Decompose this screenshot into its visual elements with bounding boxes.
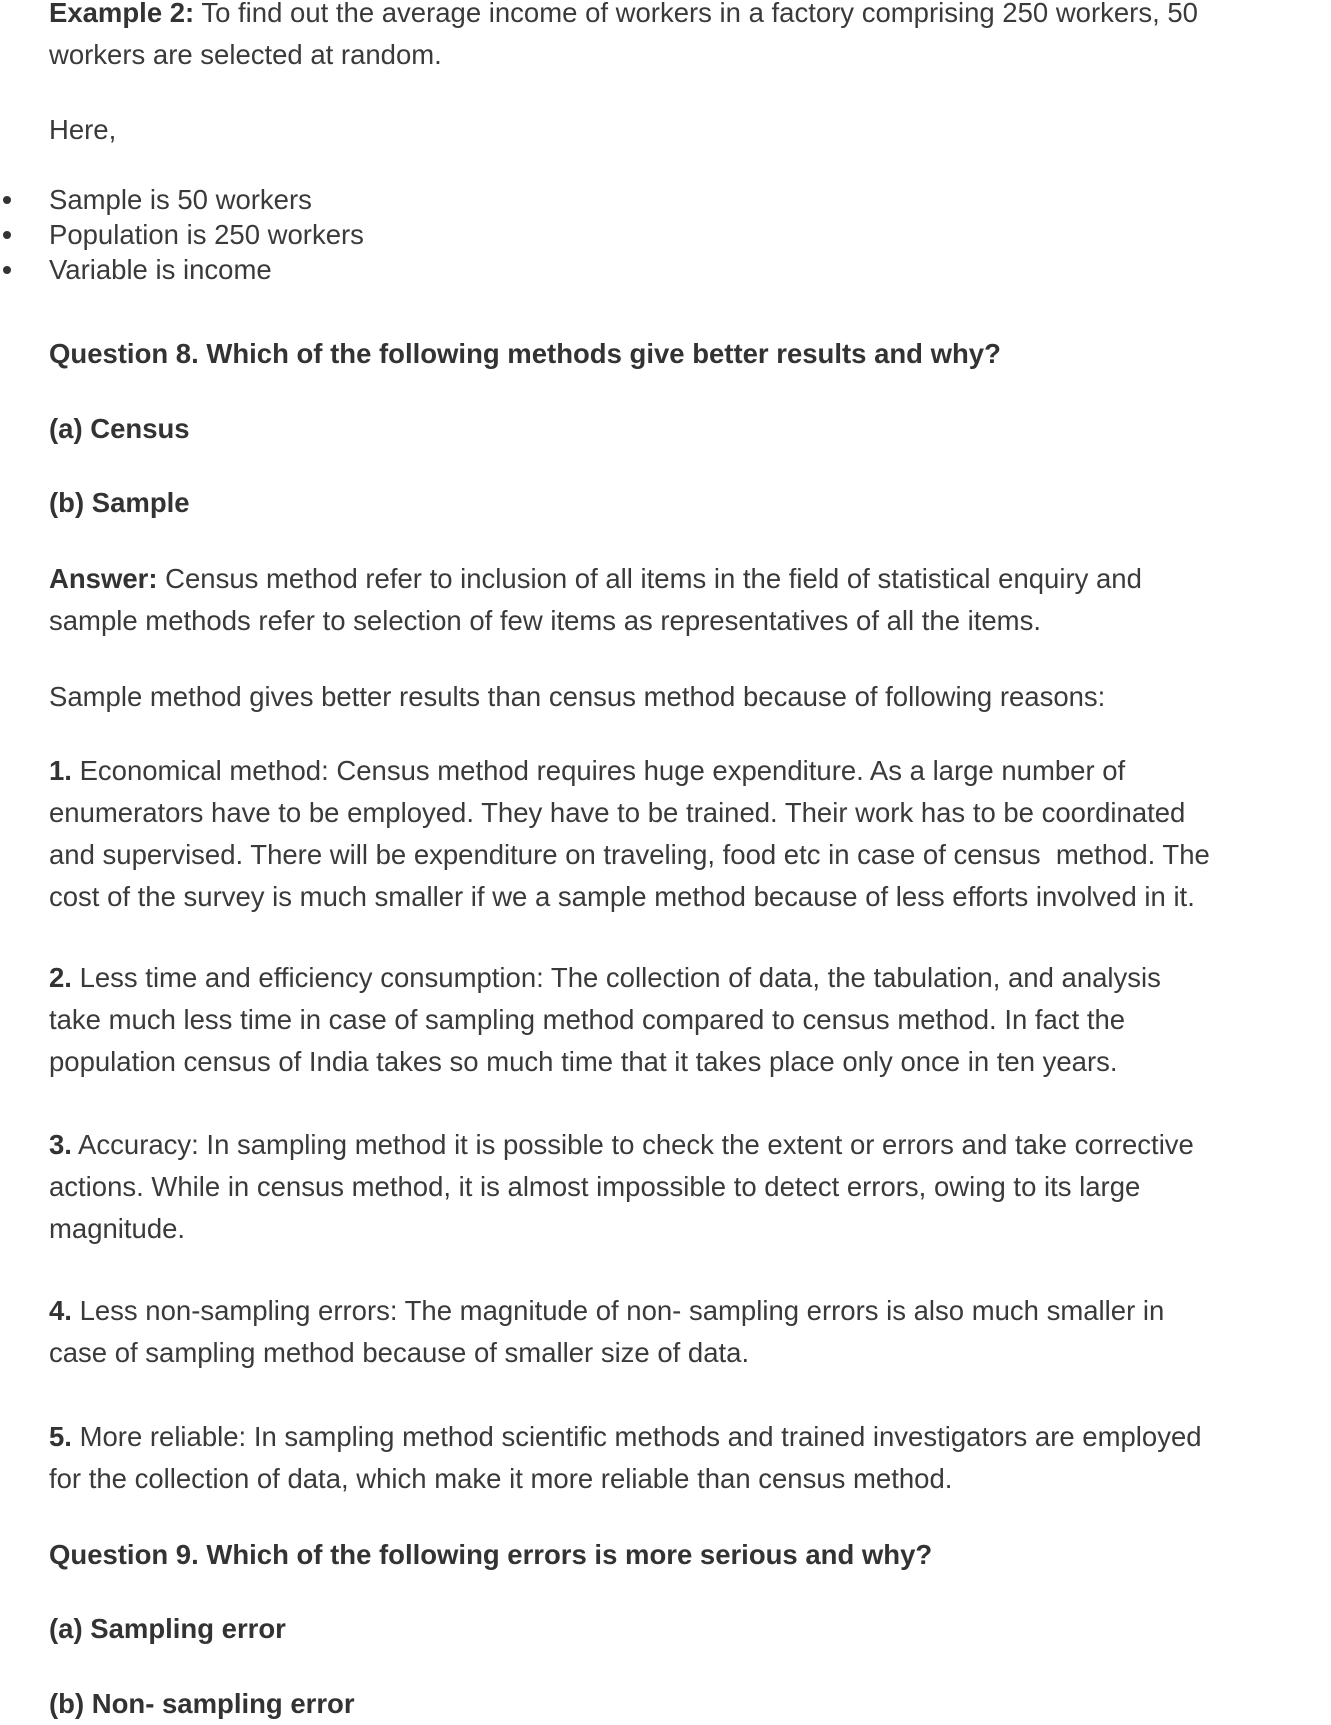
text: Sample is 50 workers [49, 184, 312, 215]
text: (b) Sample [49, 487, 190, 518]
text: Economical method: Census method requires huge expenditure. As a large number of [71, 755, 1126, 786]
text: enumerators have to be employed. They have to be trained. Their work has to be coordinated [49, 797, 1186, 828]
text: workers are selected at random. [49, 39, 442, 70]
text-line [49, 1534, 932, 1576]
text: population census of India takes so much time that it takes place only once in ten years. [49, 1046, 1118, 1077]
text-line [49, 600, 1142, 642]
bold-lead: 5. [49, 1421, 72, 1452]
bullet-icon [3, 231, 11, 239]
paragraph [49, 1124, 1194, 1250]
text: (b) Non- sampling error [49, 1688, 355, 1719]
bold-lead: 2. [49, 962, 72, 993]
text: Question 9. Which of the following errors is more serious and why? [49, 1539, 933, 1570]
list-item [49, 217, 364, 252]
text: Less non-sampling errors: The magnitude of non- sampling errors is also much smaller in [71, 1295, 1165, 1326]
paragraph [49, 1416, 1202, 1500]
text-line [49, 876, 1210, 918]
text-line [49, 1290, 1164, 1332]
bullet-icon [3, 196, 11, 204]
text: actions. While in census method, it is almost impossible to detect errors, owing to its large [49, 1171, 1141, 1202]
text-line [49, 1683, 355, 1725]
text-line [49, 676, 1105, 718]
text: To find out the average income of workers in a factory comprising 250 workers, 50 [194, 0, 1198, 28]
heading [49, 1534, 932, 1576]
text: and supervised. There will be expenditure on traveling, food etc in case of census method. The [49, 839, 1210, 870]
heading [49, 482, 190, 524]
paragraph [49, 750, 1210, 918]
paragraph [49, 1290, 1164, 1374]
text-line [49, 1458, 1202, 1500]
text-line [49, 558, 1142, 600]
heading [49, 408, 190, 450]
bold-lead: Answer: [49, 563, 158, 594]
text-line [49, 1166, 1194, 1208]
text: for the collection of data, which make it more reliable than census method. [49, 1463, 953, 1494]
bullet-list [49, 182, 364, 287]
bold-lead: 1. [49, 755, 72, 786]
text-line [49, 1332, 1164, 1374]
text-line [49, 109, 116, 151]
text: (a) Sampling error [49, 1613, 286, 1644]
list-item [49, 182, 364, 217]
text: More reliable: In sampling method scientific methods and trained investigators are employed [71, 1421, 1202, 1452]
text-line [49, 1416, 1202, 1458]
paragraph [49, 558, 1142, 642]
bold-lead: 3. [49, 1129, 72, 1160]
bold-lead: Example 2: [49, 0, 195, 28]
text-line [49, 0, 1198, 34]
text-line [49, 408, 190, 450]
text-line [49, 750, 1210, 792]
paragraph [49, 676, 1105, 718]
paragraph [49, 957, 1161, 1083]
text-line [49, 1041, 1161, 1083]
text-line [49, 792, 1210, 834]
bullet-icon [3, 266, 11, 274]
paragraph [49, 0, 1198, 76]
text-line [49, 482, 190, 524]
text-line [49, 34, 1198, 76]
text: Variable is income [49, 254, 272, 285]
text: take much less time in case of sampling method compared to census method. In fact the [49, 1004, 1126, 1035]
list-item [49, 252, 364, 287]
text-line [49, 1208, 1194, 1250]
text: Less time and efficiency consumption: The collection of data, the tabulation, and analysis [71, 962, 1161, 993]
heading [49, 1683, 355, 1725]
text: sample methods refer to selection of few items as representatives of all the items. [49, 605, 1041, 636]
text: Question 8. Which of the following methods give better results and why? [49, 338, 1001, 369]
text: Here, [49, 114, 117, 145]
heading [49, 333, 1001, 375]
text: (a) Census [49, 413, 190, 444]
heading [49, 1608, 286, 1650]
text: Population is 250 workers [49, 219, 364, 250]
text: cost of the survey is much smaller if we a sample method because of less efforts involved in it. [49, 881, 1195, 912]
text: Census method refer to inclusion of all items in the field of statistical enquiry and [157, 563, 1142, 594]
text: case of sampling method because of smaller size of data. [49, 1337, 750, 1368]
text-line [49, 834, 1210, 876]
text-line [49, 1124, 1194, 1166]
bold-lead: 4. [49, 1295, 72, 1326]
text-line [49, 1608, 286, 1650]
text-line [49, 957, 1161, 999]
text-line [49, 333, 1001, 375]
text-line [49, 999, 1161, 1041]
text: Accuracy: In sampling method it is possible to check the extent or errors and take corrective [71, 1129, 1194, 1160]
text: Sample method gives better results than census method because of following reasons: [49, 681, 1106, 712]
text: magnitude. [49, 1213, 186, 1244]
paragraph [49, 109, 116, 151]
